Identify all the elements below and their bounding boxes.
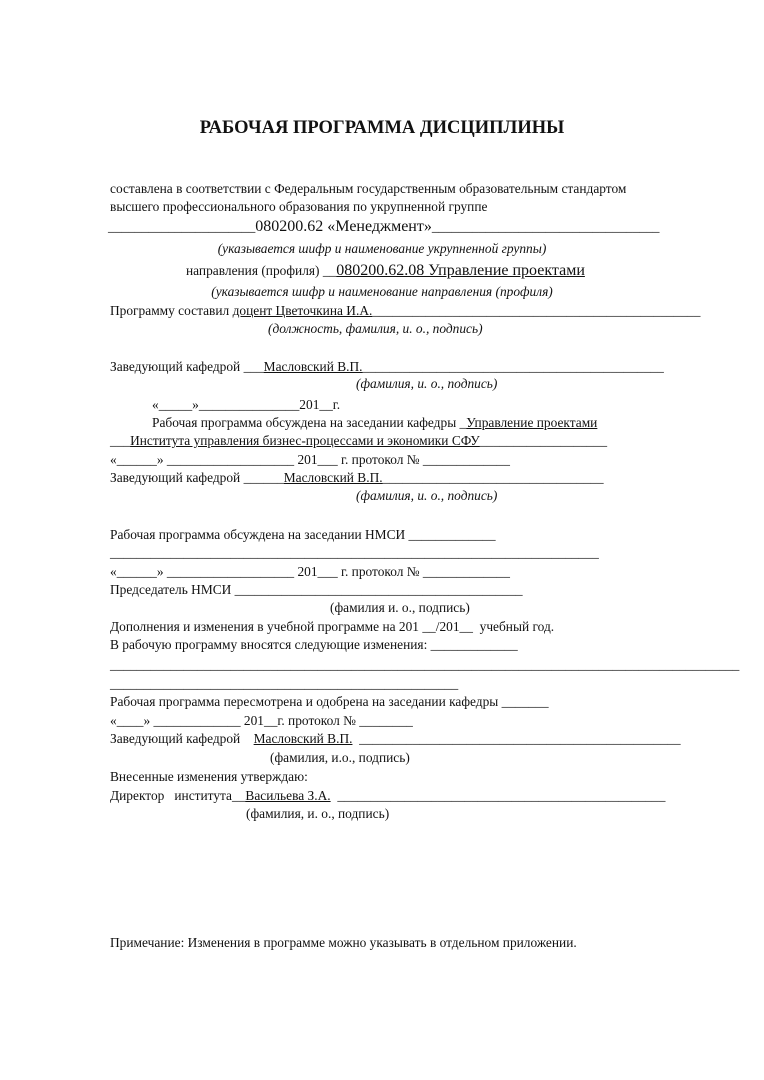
date-field-4: «____» _____________ 201__г. протокол № ________ [110,713,413,728]
review-line: Рабочая программа пересмотрена и одобрена на заседании кафедры _______ [110,694,549,709]
changes-line: Дополнения и изменения в учебной программе на 201 __/201__ учебный год. [110,619,555,634]
group-field [108,218,659,236]
date-field-2: «______» ___________________ 201___ г. протокол № _____________ [110,452,510,467]
head-label-1: Заведующий кафедрой [110,359,244,374]
head-hint-3: (фамилия, и.о., подпись) [270,750,410,765]
approve-line: Внесенные изменения утверждаю: [110,769,308,784]
direction-field [186,262,585,280]
group-tail: __________________________________ [431,219,660,234]
direction-lead: __ [322,263,337,278]
education-line: высшего профессионального образования по укрупненной группе [110,199,488,214]
head-lead-2: ______ [243,470,284,485]
author-field [110,303,700,319]
nmsi-line: Рабочая программа обсуждена на заседании НМСИ _____________ [110,527,496,542]
director-lead: __ [232,788,246,803]
director-name: Васильева З.А. [245,788,331,803]
institute-lead: ___ [110,433,131,448]
director-field [110,788,665,804]
date-field-3: «______» ___________________ 201___ г. протокол № _____________ [110,564,510,579]
nmsi-blank-line: _________________________________________________________________________ [110,545,599,560]
head-field-1 [110,359,664,375]
changes-list-label: В рабочую программу вносятся следующие изменения: _____________ [110,637,518,652]
institute-tail: ___________________ [479,433,608,448]
author-hint: (должность, фамилия, и. о., подпись) [268,321,483,336]
direction-label: направления (профиля) [186,263,323,278]
date-field-1: «_____»_______________201__г. [152,397,341,412]
head-field-3 [110,731,681,747]
changes-blank-line-2: ____________________________________________________ [110,676,459,691]
head-tail-2: _________________________________ [382,470,604,485]
head-name-1: Масловский В.П. [263,359,363,374]
dept-meeting-label: Рабочая программа обсуждена на заседании кафедры [152,415,460,430]
head-hint-1: (фамилия, и. о., подпись) [356,376,498,391]
document-title: РАБОЧАЯ ПРОГРАММА ДИСЦИПЛИНЫ [199,118,565,138]
head-tail-3: ________________________________________________ [352,731,681,746]
head-tail-1: _____________________________________________ [362,359,664,374]
institute-name: Института управления бизнес-процессами и экономики СФУ [130,433,480,448]
author-tail: _________________________________________________ [372,303,701,318]
head-hint-2: (фамилия, и. о., подпись) [356,488,498,503]
dept-name: Управление проектами [466,415,598,430]
author-label: Программу составил [110,303,233,318]
nmsi-chair-hint: (фамилия и. о., подпись) [330,600,470,615]
group-lead: ______________________ [108,219,256,234]
head-lead-1: ___ [243,359,264,374]
direction-hint: (указывается шифр и наименование направления (профиля) [211,284,553,299]
group-hint: (указывается шифр и наименование укрупненной группы) [217,241,547,256]
dept-meeting-line [152,415,597,431]
head-label-3: Заведующий кафедрой [110,731,254,746]
director-hint: (фамилия, и. о., подпись) [246,806,390,821]
nmsi-chair-field: Председатель НМСИ ___________________________________________ [110,582,523,597]
institute-line [110,433,607,449]
head-label-2: Заведующий кафедрой [110,470,244,485]
director-label: Директор института [110,788,232,803]
head-name-3: Масловский В.П. [253,731,353,746]
changes-blank-line-1: ______________________________________________________________________________________________ [110,657,740,672]
author-value: доцент Цветочкина И.А. [232,303,373,318]
head-name-2: Масловский В.П. [283,470,383,485]
direction-value: 080200.62.08 Управление проектами [336,262,585,279]
group-value: 080200.62 «Менеджмент» [255,218,432,235]
standard-line: составлена в соответствии с Федеральным государственным образовательным стандартом [110,181,627,196]
note-line: Примечание: Изменения в программе можно указывать в отдельном приложении. [110,935,577,950]
dept-lead: _ [459,415,467,430]
director-tail: _________________________________________________ [330,788,666,803]
head-field-2 [110,470,604,486]
